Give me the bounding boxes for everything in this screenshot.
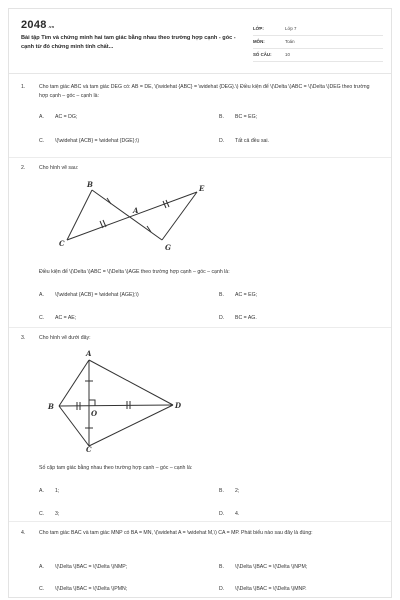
option-text: AC = EG; xyxy=(235,292,258,298)
option-text: 2; xyxy=(235,488,240,494)
option-label: A. xyxy=(39,114,44,120)
option-text: \(\Delta \)BAC = \(\Delta \)MNP. xyxy=(235,586,307,592)
question-text: Cho hình vẽ sau: xyxy=(39,165,79,171)
option-text: \(\widehat {ACB} = \widehat {AGE};\) xyxy=(55,292,139,298)
label-g: G xyxy=(165,243,171,252)
option-label: B. xyxy=(219,488,224,494)
figure-quadrilateral-abcd xyxy=(39,346,199,452)
question-divider xyxy=(9,327,392,328)
option-label: A. xyxy=(39,488,44,494)
option-label: D. xyxy=(219,315,225,321)
label-a: A xyxy=(86,349,92,358)
meta-row-count xyxy=(253,49,383,62)
header-divider xyxy=(9,73,392,74)
label-o: O xyxy=(91,409,98,418)
option-text: Tất cả đều sai. xyxy=(235,138,270,144)
label-b: B xyxy=(48,402,54,411)
option-label: C. xyxy=(39,511,45,517)
worksheet-header xyxy=(21,19,383,69)
meta-key: LỚP: xyxy=(253,26,264,31)
label-a: A xyxy=(133,206,139,215)
option-label: C. xyxy=(39,586,45,592)
question-text: Cho tam giác ABC và tam giác DEG có: AB = DE, \(\widehat {ABC} = \widehat {DEG}.\) Điều kiện để \(\Delta \)ABC = \(\Delta \)DEG theo trường hợp cạnh – góc – cạnh là: xyxy=(39,84,370,99)
question-text: Số cặp tam giác bằng nhau theo trường hợp cạnh – góc – cạnh là: xyxy=(39,465,193,471)
meta-key: SỐ CÂU: xyxy=(253,52,272,57)
label-b: B xyxy=(87,180,93,189)
option-label: B. xyxy=(219,292,224,298)
question-number: 4. xyxy=(21,530,26,536)
option-text: AC = AE; xyxy=(55,315,77,321)
option-label: D. xyxy=(219,586,225,592)
option-text: \(\Delta \)BAC = \(\Delta \)PMN; xyxy=(55,586,128,592)
meta-value: Lớp 7 xyxy=(285,26,297,31)
option-label: B. xyxy=(219,564,224,570)
worksheet-title: Bài tập Tìm và chứng minh hai tam giác bằng nhau theo trường hợp cạnh - góc - cạnh từ đó chứng minh tính chất... xyxy=(21,35,236,50)
option-text: BC = EG; xyxy=(235,114,258,120)
option-text: \(\Delta \)BAC = \(\Delta \)NMP; xyxy=(55,564,128,570)
option-label: D. xyxy=(219,138,225,144)
label-d: D xyxy=(175,401,182,410)
option-label: C. xyxy=(39,315,45,321)
option-text: BC = AG. xyxy=(235,315,257,321)
option-label: A. xyxy=(39,292,44,298)
option-text: \(\widehat {ACB} = \widehat {DGE};\) xyxy=(55,138,140,144)
option-text: AC = DG; xyxy=(55,114,78,120)
option-label: D. xyxy=(219,511,225,517)
option-label: A. xyxy=(39,564,44,570)
question-1 xyxy=(21,83,381,143)
question-number: 1. xyxy=(21,84,26,90)
option-label: C. xyxy=(39,138,45,144)
question-4 xyxy=(21,529,381,598)
logo-text: 2048 xyxy=(21,19,47,31)
logo-suffix: .vn xyxy=(47,24,55,29)
meta-row-subject xyxy=(253,36,383,49)
site-logo[interactable] xyxy=(21,19,54,31)
question-divider xyxy=(9,521,392,522)
question-number: 3. xyxy=(21,335,26,341)
question-text: Điều kiện để \(\Delta \)ABC = \(\Delta \)AGE theo trường hợp cạnh – góc – cạnh là: xyxy=(39,269,230,275)
question-3 xyxy=(21,334,381,517)
question-text: Cho hình vẽ dưới đây: xyxy=(39,335,91,341)
meta-value: Toán xyxy=(285,39,295,44)
question-number: 2. xyxy=(21,165,26,171)
option-text: \(\Delta \)BAC = \(\Delta \)NPM; xyxy=(235,564,308,570)
label-e: E xyxy=(199,184,205,193)
meta-value: 10 xyxy=(285,52,290,57)
option-text: 1; xyxy=(55,488,60,494)
worksheet-page xyxy=(8,8,392,598)
question-2 xyxy=(21,164,381,329)
option-text: 4. xyxy=(235,511,240,517)
meta-key: MÔN: xyxy=(253,39,265,44)
question-text: Cho tam giác BAC và tam giác MNP có BA = MN, \(\widehat A = \widehat M,\) CA = MP. Phát biểu nào sau đây là đúng: xyxy=(39,530,313,536)
option-label: B. xyxy=(219,114,224,120)
worksheet-meta xyxy=(253,23,383,62)
meta-row-class xyxy=(253,23,383,36)
label-c: C xyxy=(86,445,92,452)
label-c: C xyxy=(59,239,65,248)
figure-triangles-bceg xyxy=(37,180,217,260)
option-text: 3; xyxy=(55,511,60,517)
question-divider xyxy=(9,157,392,158)
